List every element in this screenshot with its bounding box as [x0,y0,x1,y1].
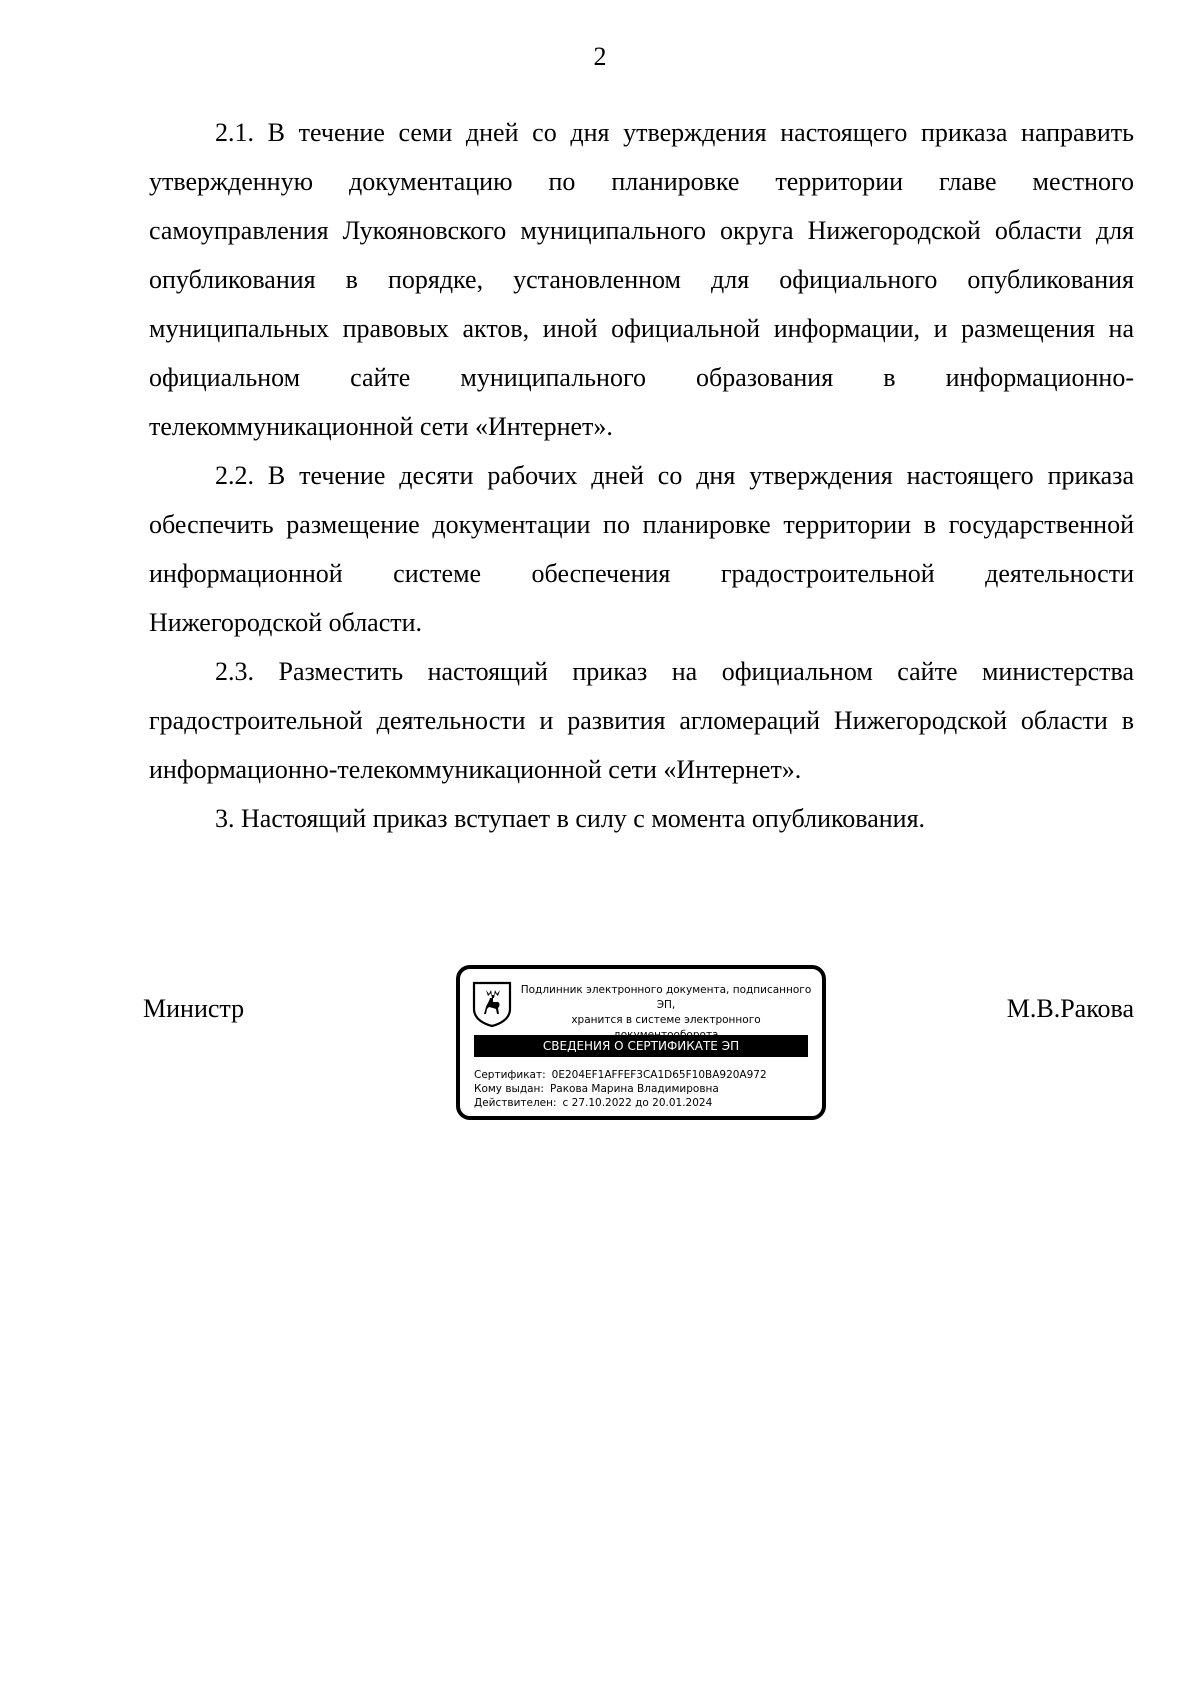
stamp-header-line-1: Подлинник электронного документа, подписанного ЭП, [520,984,812,1011]
paragraph-2-3: 2.3. Разместить настоящий приказ на официальном сайте министерства градостроительной деятельности и развития агломераций Нижегородской области в информационно-телекоммуникационной сети «Интернет». [149,657,1134,784]
certificate-details [474,1068,767,1110]
nizhny-novgorod-deer-emblem-icon [472,981,512,1027]
paragraph-2-2: 2.2. В течение десяти рабочих дней со дня утверждения настоящего приказа обеспечить размещение документации по планировке территории в государственной информационной системе обеспечения градостроительной деятельности Нижегородской области. [149,461,1134,637]
certificate-value: 0E204EF1AFFEF3CA1D65F10BA920A972 [551,1069,767,1081]
issued-to-value: Ракова Марина Владимировна [549,1083,719,1095]
paragraph-2-1: 2.1. В течение семи дней со дня утверждения настоящего приказа направить утвержденную документацию по планировке территории главе местного самоуправления Лукояновского муниципального округа Нижегородской области для опубликования в порядке, установленном для официального опубликования муниципальных правовых актов, иной официальной информации, и размещения на официальном сайте муниципального образования в информационно-телекоммуникационной сети «Интернет». [149,118,1134,441]
page-number: 2 [593,42,607,71]
electronic-signature-stamp [456,965,826,1120]
signer-position: Министр [143,994,245,1023]
issued-to-label: Кому выдан: [474,1083,544,1095]
stamp-header [518,983,814,1043]
stamp-title-bar: СВЕДЕНИЯ О СЕРТИФИКАТЕ ЭП [474,1035,808,1057]
certificate-row [474,1068,767,1082]
stamp-header-line-2: хранится в системе электронного [571,1014,761,1026]
signature-block [0,965,1200,1125]
document-body [149,108,1134,843]
paragraph-3: 3. Настоящий приказ вступает в силу с момента опубликования. [215,804,926,833]
valid-value: с 27.10.2022 до 20.01.2024 [562,1097,713,1109]
issued-to-row [474,1082,767,1096]
valid-label: Действителен: [474,1097,557,1109]
signer-name: М.В.Ракова [1006,994,1134,1023]
certificate-label: Сертификат: [474,1069,546,1081]
valid-period-row [474,1096,767,1110]
